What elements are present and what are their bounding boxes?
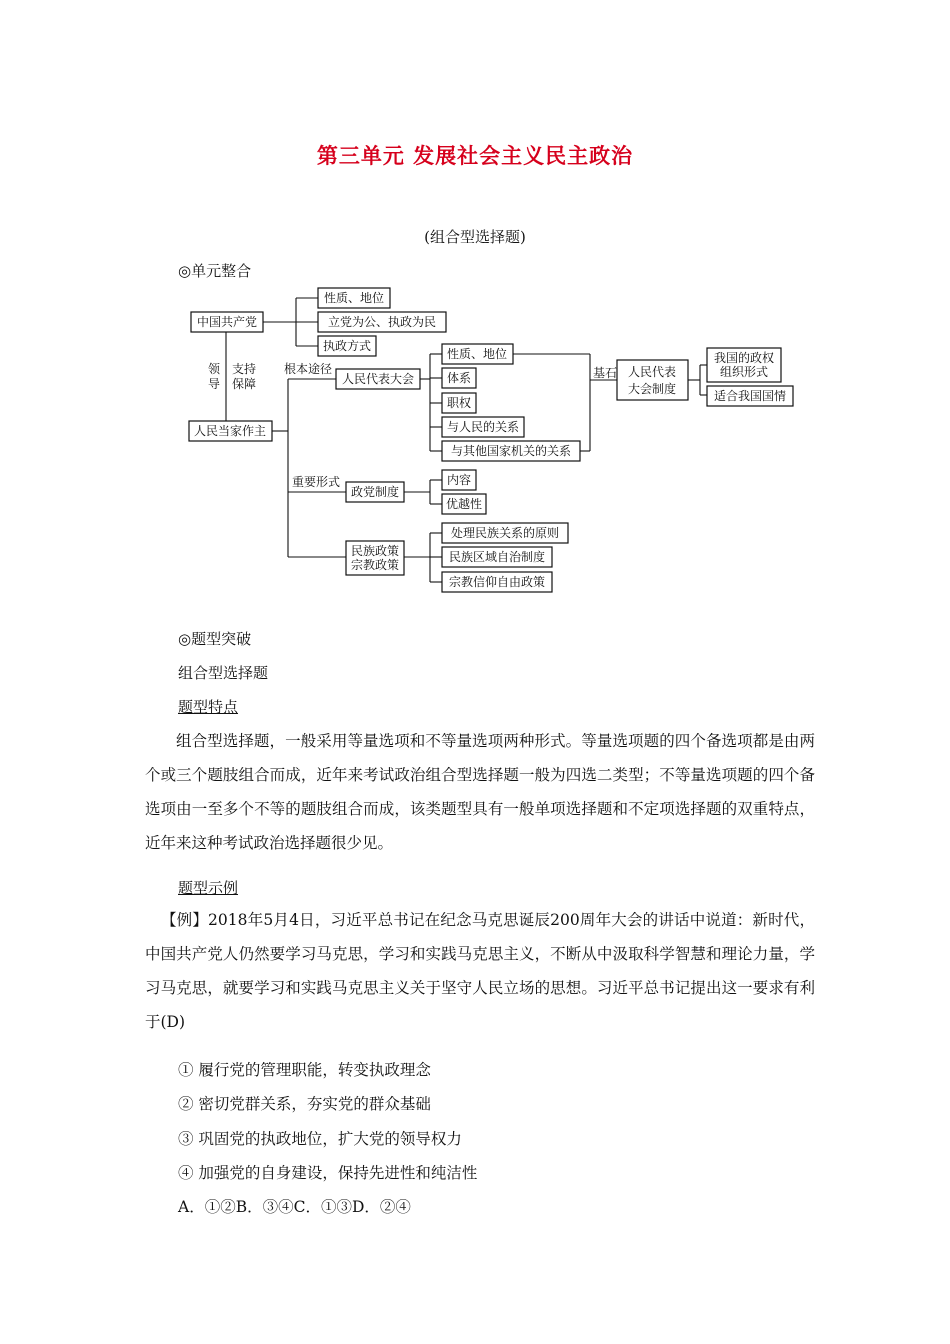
- node-party-system: [346, 482, 404, 502]
- svg-text:组织形式: 组织形式: [719, 365, 769, 379]
- page-title: 第三单元 发展社会主义民主政治: [316, 144, 634, 168]
- node-npc-system: [442, 368, 476, 388]
- svg-text:职权: 职权: [446, 396, 472, 410]
- node-ccp-nature: [318, 288, 390, 308]
- node-npc-people-relation: [442, 417, 524, 437]
- node-party-content: [442, 470, 476, 490]
- node-religious-freedom: [442, 572, 552, 592]
- label-foundation: 基石: [593, 366, 618, 380]
- label-lead-2: 导: [207, 377, 221, 391]
- node-fits-national-conditions: [707, 386, 793, 406]
- node-npc-organs-relation: [442, 441, 580, 461]
- node-ccp-governing-mode: [318, 336, 376, 356]
- node-regime-form: [707, 348, 781, 382]
- svg-text:宗教政策: 宗教政策: [350, 558, 400, 572]
- label-guarantee: 保障: [231, 377, 257, 391]
- svg-text:政党制度: 政党制度: [350, 485, 400, 499]
- label-support: 支持: [231, 362, 257, 376]
- option-2: ② 密切党群关系，夯实党的群众基础: [178, 1095, 431, 1113]
- svg-text:民族区域自治制度: 民族区域自治制度: [448, 550, 546, 564]
- svg-text:人民当家作主: 人民当家作主: [193, 424, 267, 438]
- label-important-form: 重要形式: [292, 475, 341, 489]
- subtitle: (组合型选择题): [424, 228, 526, 246]
- example-heading: 题型示例: [178, 879, 239, 897]
- svg-text:适合我国国情: 适合我国国情: [713, 389, 787, 403]
- svg-text:执政方式: 执政方式: [322, 339, 372, 353]
- svg-text:优越性: 优越性: [445, 497, 483, 511]
- node-ccp: [191, 312, 263, 332]
- svg-text:我国的政权: 我国的政权: [713, 351, 775, 365]
- node-people-masters: [189, 421, 272, 441]
- svg-text:大会制度: 大会制度: [627, 382, 677, 396]
- svg-text:人民代表: 人民代表: [627, 365, 677, 379]
- svg-text:立党为公、执政为民: 立党为公、执政为民: [327, 315, 437, 329]
- knowledge-diagram: [0, 0, 950, 620]
- node-ccp-party-for-public: [318, 312, 446, 332]
- node-ethnic-principle: [442, 523, 568, 543]
- feature-heading: 题型特点: [178, 698, 239, 716]
- node-npc-nature: [442, 344, 513, 364]
- svg-text:民族政策: 民族政策: [350, 544, 400, 558]
- svg-text:体系: 体系: [446, 371, 472, 385]
- svg-text:与人民的关系: 与人民的关系: [446, 420, 520, 434]
- label-lead-1: 领: [207, 362, 221, 376]
- option-4: ④ 加强党的自身建设，保持先进性和纯洁性: [178, 1164, 478, 1182]
- label-root-path: 根本途径: [284, 362, 333, 376]
- svg-text:人民代表大会: 人民代表大会: [341, 372, 415, 386]
- node-npc-powers: [442, 393, 476, 413]
- question-type: 组合型选择题: [178, 664, 269, 682]
- node-npc: [336, 369, 420, 389]
- svg-text:处理民族关系的原则: 处理民族关系的原则: [450, 526, 560, 540]
- answer-choices: A．①②B．③④C．①③D．②④: [178, 1198, 411, 1216]
- node-regional-autonomy: [442, 547, 552, 567]
- svg-text:内容: 内容: [446, 473, 472, 487]
- option-3: ③ 巩固党的执政地位，扩大党的领导权力: [178, 1130, 462, 1148]
- node-npc-system-box: [617, 360, 688, 400]
- svg-text:性质、地位: 性质、地位: [323, 291, 385, 305]
- section-integration: ◎单元整合: [178, 262, 252, 280]
- svg-text:性质、地位: 性质、地位: [446, 347, 508, 361]
- svg-text:中国共产党: 中国共产党: [196, 315, 258, 329]
- example-paragraph: 【例】2018年5月4日，习近平总书记在纪念马克思诞辰200周年大会的讲话中说道：新时代，中国共产党人仍然要学习马克思，学习和实践马克思主义，不断从中汲取科学智慧和理论力量，学习马克思，就要学习和实践马克思主义关于坚守人民立场的思想。习近平总书记提出这一要求有利于(D): [145, 911, 815, 1031]
- svg-text:与其他国家机关的关系: 与其他国家机关的关系: [450, 444, 572, 458]
- section-breakthrough: ◎题型突破: [178, 630, 252, 648]
- svg-text:宗教信仰自由政策: 宗教信仰自由政策: [448, 575, 546, 589]
- feature-paragraph: 组合型选择题，一般采用等量选项和不等量选项两种形式。等量选项题的四个备选项都是由两个或三个题肢组合而成，近年来考试政治组合型选择题一般为四选二类型；不等量选项题的四个备选项由一至多个不等的题肢组合而成，该类题型具有一般单项选择题和不定项选择题的双重特点，近年来这种考试政治选择题很少见。: [145, 732, 815, 852]
- option-1: ① 履行党的管理职能，转变执政理念: [178, 1061, 431, 1079]
- node-party-superiority: [442, 494, 486, 514]
- node-ethnic-religious: [346, 541, 404, 575]
